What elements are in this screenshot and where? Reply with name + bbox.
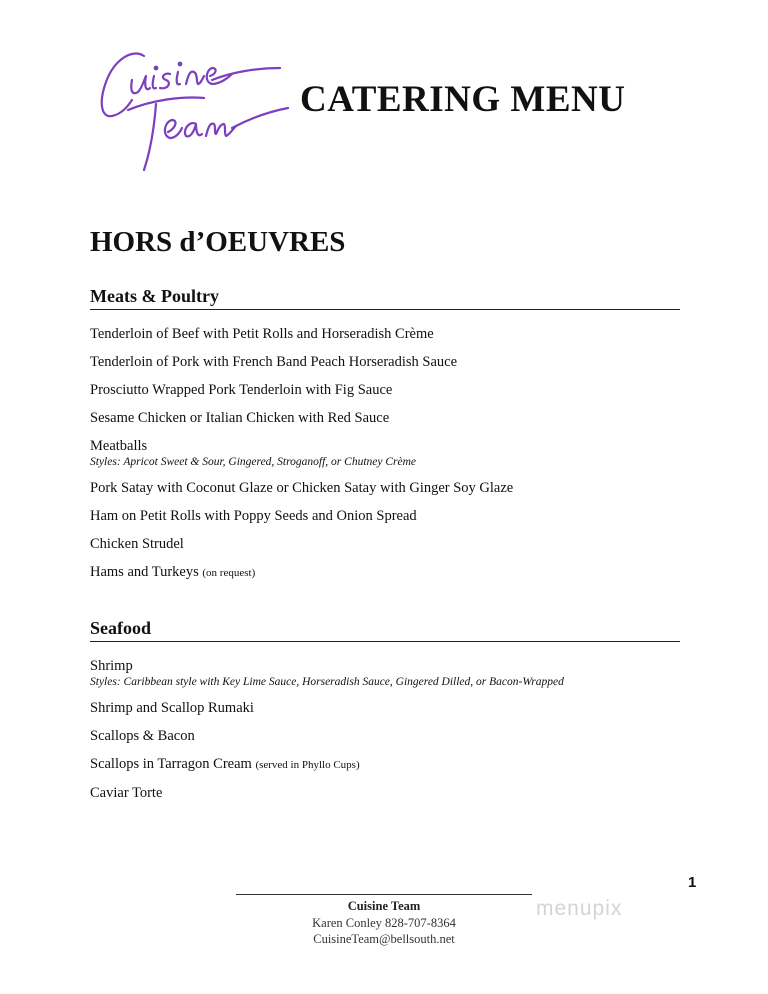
footer — [236, 898, 532, 948]
menu-item-note: (served in Phyllo Cups) — [255, 759, 360, 771]
menu-item — [90, 325, 680, 343]
menu-item-name: Shrimp and Scallop Rumaki — [90, 700, 254, 716]
menu-item — [90, 437, 680, 469]
menu-item-name: Chicken Strudel — [90, 536, 184, 552]
menu-item-name: Sesame Chicken or Italian Chicken with Red Sauce — [90, 410, 390, 426]
menu-item — [90, 563, 680, 582]
footer-email: CuisineTeam@bellsouth.net — [313, 932, 455, 946]
menu-item — [90, 699, 680, 717]
menu-item — [90, 755, 680, 774]
menu-item — [90, 784, 680, 802]
menu-item-name: Tenderloin of Beef with Petit Rolls and Horseradish Crème — [90, 326, 434, 342]
menu-item-name: Scallops & Bacon — [90, 728, 195, 744]
menu-item — [90, 409, 680, 427]
footer-company: Cuisine Team — [347, 899, 421, 913]
menu-item-name: Prosciutto Wrapped Pork Tenderloin with Fig Sauce — [90, 382, 393, 398]
menu-item — [90, 479, 680, 497]
menu-item-name: Hams and Turkeys — [90, 564, 199, 580]
menu-item-list — [90, 325, 680, 582]
menu-item — [90, 727, 680, 745]
section-seafood — [90, 618, 680, 812]
menu-item-name: Pork Satay with Coconut Glaze or Chicken Satay with Ginger Soy Glaze — [90, 480, 514, 496]
cuisine-team-logo — [92, 40, 292, 180]
menu-item-name: Shrimp — [90, 658, 133, 674]
menu-item-name: Scallops in Tarragon Cream — [90, 756, 252, 772]
menu-item — [90, 535, 680, 553]
watermark: menupix — [536, 897, 623, 920]
menu-item-name: Meatballs — [90, 438, 148, 454]
menu-item — [90, 657, 680, 689]
menu-item-styles: Styles: Apricot Sweet & Sour, Gingered, Stroganoff, or Chutney Crème — [90, 456, 417, 468]
footer-contact: Karen Conley 828-707-8364 — [312, 915, 456, 930]
menu-item — [90, 353, 680, 371]
page-title: CATERING MENU — [300, 79, 626, 120]
menu-item-styles: Styles: Caribbean style with Key Lime Sauce, Horseradish Sauce, Gingered Dilled, or Bacon-Wrapped — [90, 676, 564, 688]
menu-item-name: Caviar Torte — [90, 785, 163, 801]
section-title: Meats & Poultry — [90, 286, 680, 310]
menu-item — [90, 381, 680, 399]
section-title: Seafood — [90, 618, 680, 642]
menu-item-note: (on request) — [202, 567, 256, 579]
menu-item-name: Tenderloin of Pork with French Band Peach Horseradish Sauce — [90, 354, 458, 370]
page-number: 1 — [688, 874, 697, 891]
section-meats-poultry — [90, 286, 680, 592]
footer-divider — [236, 894, 532, 895]
category-heading: HORS d’OEUVRES — [90, 226, 346, 258]
menu-item-list — [90, 657, 680, 802]
menu-item-name: Ham on Petit Rolls with Poppy Seeds and Onion Spread — [90, 508, 417, 524]
menu-item — [90, 507, 680, 525]
